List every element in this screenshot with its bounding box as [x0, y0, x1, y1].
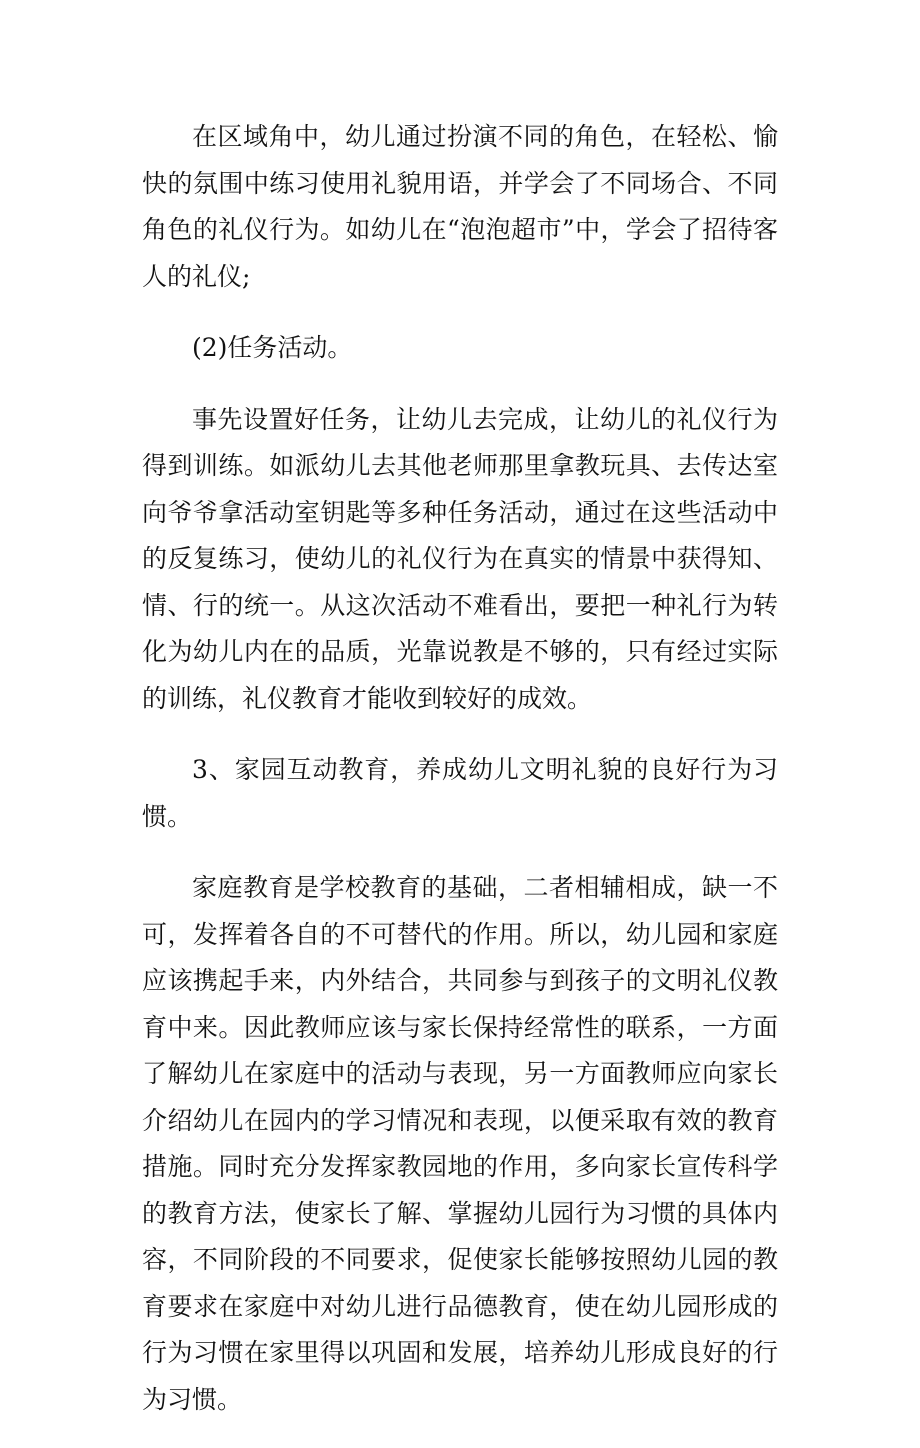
paragraph-task-activity-body: 事先设置好任务，让幼儿去完成，让幼儿的礼仪行为得到训练。如派幼儿去其他老师那里拿教玩具、去传达室向爷爷拿活动室钥匙等多种任务活动，通过在这些活动中的反复练习，使幼儿的礼仪行为在真实的情景中获得知、情、行的统一。从这次活动不难看出，要把一种礼行为转化为幼儿内在的品质，光靠说教是不够的，只有经过实际的训练，礼仪教育才能收到较好的成效。: [142, 404, 778, 713]
paragraph-home-school-body: 家庭教育是学校教育的基础，二者相辅相成，缺一不可，发挥着各自的不可替代的作用。所以，幼儿园和家庭应该携起手来，内外结合，共同参与到孩子的文明礼仪教育中来。因此教师应该与家长保持经常性的联系，一方面了解幼儿在家庭中的活动与表现，另一方面教师应向家长介绍幼儿在园内的学习情况和表现，以便采取有效的教育措施。同时充分发挥家教园地的作用，多向家长宣传科学的教育方法，使家长了解、掌握幼儿园行为习惯的具体内容，不同阶段的不同要求，促使家长能够按照幼儿园的教育要求在家庭中对幼儿进行品德教育，使在幼儿园形成的行为习惯在家里得以巩固和发展，培养幼儿形成良好的行为习惯。: [142, 873, 778, 1414]
paragraph-role-play: 在区域角中，幼儿通过扮演不同的角色，在轻松、愉快的氛围中练习使用礼貌用语，并学会了不同场合、不同角色的礼仪行为。如幼儿在“泡泡超市”中，学会了招待客人的礼仪;: [142, 122, 778, 291]
paragraph-home-school-heading: 3、家园互动教育，养成幼儿文明礼貌的良好行为习惯。: [142, 755, 778, 831]
document-body: [142, 114, 778, 1448]
paragraph-task-activity-heading: (2)任务活动。: [192, 333, 353, 362]
